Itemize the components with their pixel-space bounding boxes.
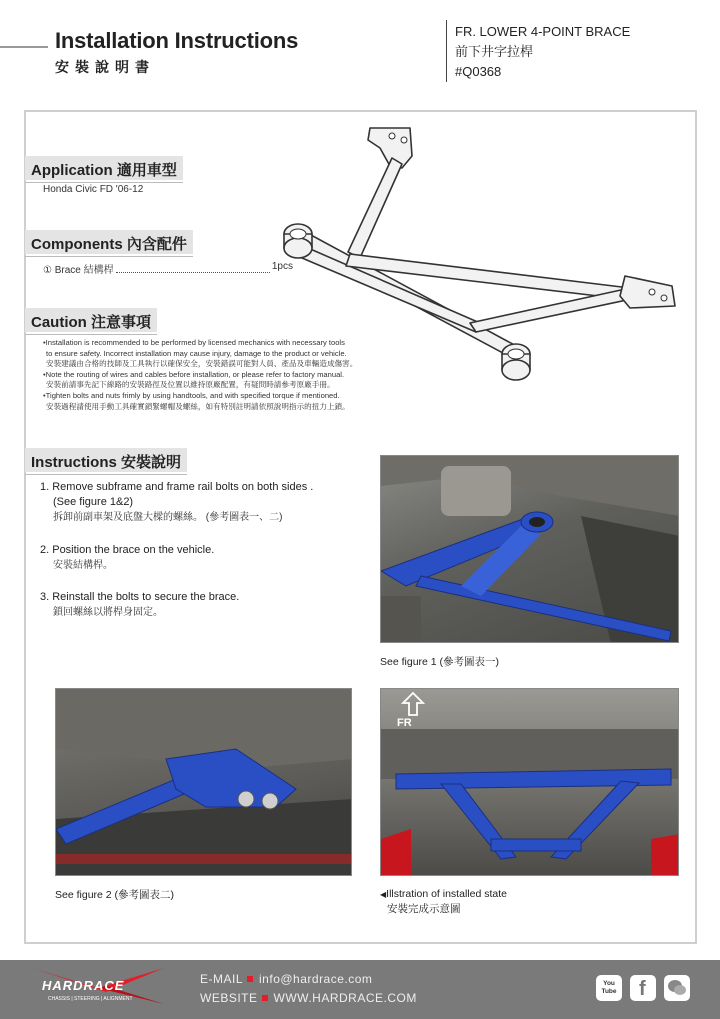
figure-1-caption: See figure 1 (參考圖表一) xyxy=(380,656,500,668)
leader-dots xyxy=(116,261,270,273)
bullet-icon xyxy=(262,995,268,1001)
product-name-zh: 前下井字拉桿 xyxy=(455,44,534,59)
caution-line: 安裝過程請使用手動工具確實鎖緊螺帽及螺絲，如有特別註明請依照說明指示的扭力上鎖。 xyxy=(46,401,350,411)
step-1-zh: 拆卸前副車架及底盤大樑的螺絲。 (參考圖表一、二) xyxy=(53,512,283,523)
caution-text xyxy=(43,338,408,412)
step-1-text: 1. Remove subframe and frame rail bolts on both sides . xyxy=(40,481,314,493)
figure-2-photo xyxy=(55,688,352,876)
hardrace-logo xyxy=(28,964,178,1008)
page-title: Installation Instructions xyxy=(55,28,299,53)
component-qty: 1pcs xyxy=(271,261,293,272)
youtube-text: You Tube xyxy=(601,980,617,995)
caution-line: •Tighten bolts and nuts frimly by using handtools, and with specified torque if mentioned. xyxy=(43,390,340,400)
part-number: #Q0368 xyxy=(455,64,502,79)
caution-line: •Installation is recommended to be performed by licensed mechanics with necessary tools xyxy=(43,338,345,347)
facebook-text: f xyxy=(639,978,646,1000)
fr-label: FR xyxy=(397,717,412,729)
section-instructions-heading: Instructions 安裝說明 xyxy=(25,448,187,472)
bullet-icon xyxy=(247,976,253,982)
step-2-text: 2. Position the brace on the vehicle. xyxy=(40,544,215,556)
logo-wordmark: HARDRACE xyxy=(42,978,125,993)
email-link[interactable]: info@hardrace.com xyxy=(259,972,373,986)
step-3-zh: 鎖回螺絲以將桿身固定。 xyxy=(53,607,163,618)
figure-1-photo xyxy=(380,455,679,643)
figure-1-drawing xyxy=(381,456,679,643)
step-3-text: 3. Reinstall the bolts to secure the brace. xyxy=(40,591,240,603)
section-application-heading: Application 適用車型 xyxy=(25,156,183,180)
instruction-step-1 xyxy=(40,480,313,525)
wechat-icon[interactable] xyxy=(664,975,690,1001)
website-label: WEBSITE xyxy=(200,991,258,1005)
installed-caption-zh: 安裝完成示意圖 xyxy=(387,903,461,915)
facebook-icon[interactable] xyxy=(630,975,656,1001)
installed-caption xyxy=(380,887,507,917)
installed-state-photo xyxy=(380,688,679,876)
installed-caption-en-text: Illstration of installed state xyxy=(386,888,507,900)
component-item xyxy=(43,261,293,276)
front-arrow-icon xyxy=(403,693,423,715)
header-rule xyxy=(0,46,48,48)
product-name-en: FR. LOWER 4-POINT BRACE xyxy=(455,24,631,39)
logo-tagline: CHASSIS | STEERING | ALIGNMENT xyxy=(48,996,133,1002)
wechat-glyph xyxy=(664,975,690,1001)
step-2-zh: 安裝結構桿。 xyxy=(53,560,113,571)
figure-2-caption: See figure 2 (參考圖表二) xyxy=(55,889,175,901)
email-label: E-MAIL xyxy=(200,972,244,986)
section-caution-heading: Caution 注意事項 xyxy=(25,308,157,332)
section-components-heading: Components 內含配件 xyxy=(25,230,193,254)
page-subtitle: 安裝說明書 xyxy=(55,60,155,76)
header-divider xyxy=(446,20,447,82)
component-name: ① Brace 結構桿 xyxy=(43,265,114,276)
vehicle-fitment: Honda Civic FD '06-12 xyxy=(43,184,144,195)
installed-caption-en: ◀Illstration of installed state xyxy=(380,888,507,900)
product-info xyxy=(455,22,630,82)
caution-line: 安裝前請事先記下線路的安裝路徑及位置以維持原廠配置，有疑問時請參考原廠手冊。 xyxy=(46,380,335,390)
youtube-icon[interactable] xyxy=(596,975,622,1001)
website-link[interactable]: WWW.HARDRACE.COM xyxy=(273,991,417,1005)
step-1-ref: (See figure 1&2) xyxy=(53,496,134,508)
instruction-step-2 xyxy=(40,543,214,573)
figure-2-drawing xyxy=(56,689,352,876)
footer-contact xyxy=(200,970,417,1008)
caution-line: •Note the routing of wires and cables before installation, or please refer to factory manual. xyxy=(43,369,345,379)
installed-state-drawing xyxy=(381,689,679,876)
caution-line: to ensure safety. Incorrect installation may cause injury, damage to the product or vehicle. xyxy=(46,348,347,358)
caution-line: 安裝建議由合格的技師及工具執行以確保安全，安裝錯誤可能對人員、產品及車輛造成傷害。 xyxy=(46,359,358,369)
instruction-step-3 xyxy=(40,590,239,620)
